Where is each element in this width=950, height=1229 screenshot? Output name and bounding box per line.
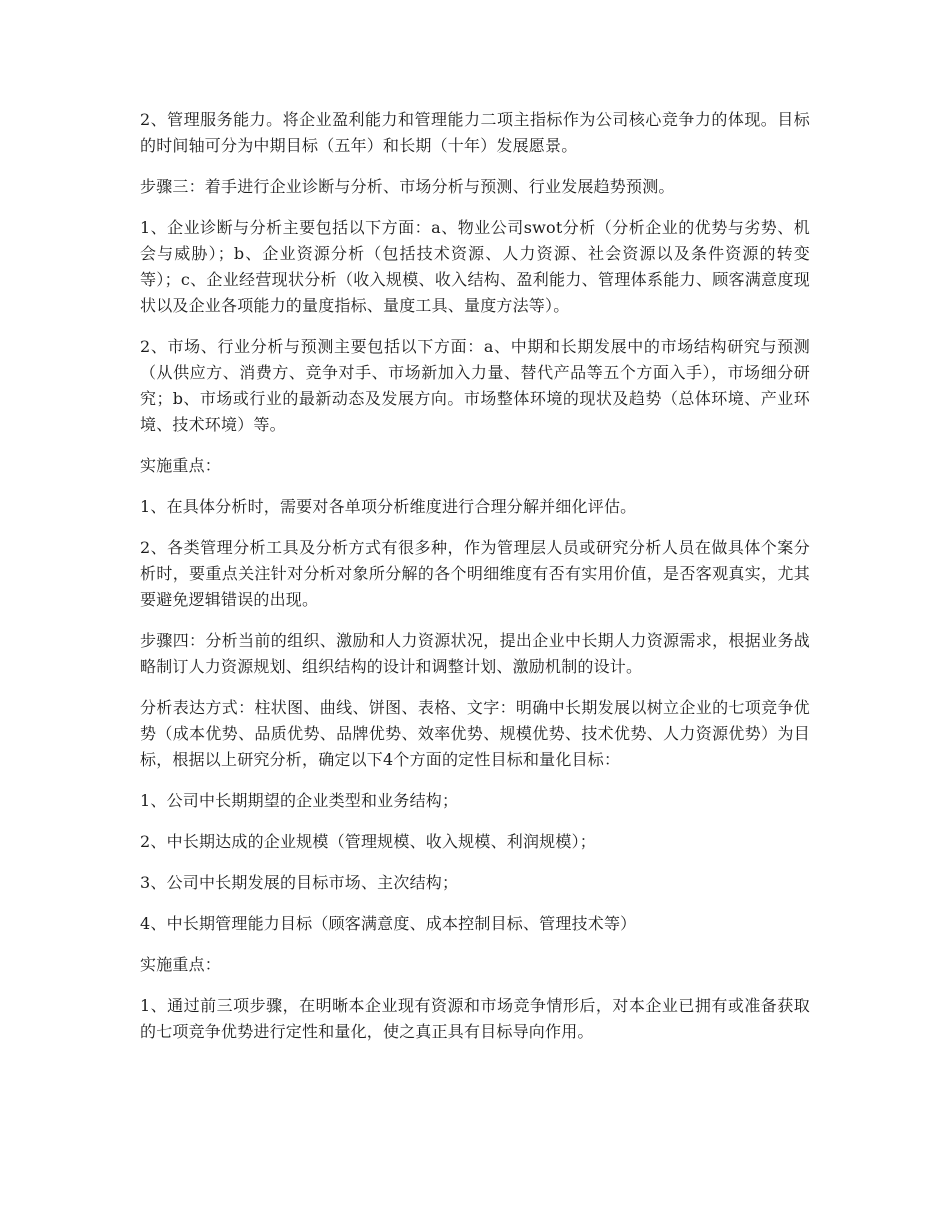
list-item-goal-4: 4、中长期管理能力目标（顾客满意度、成本控制目标、管理技术等） bbox=[140, 914, 637, 933]
paragraph-step-three: 步骤三：着手进行企业诊断与分析、市场分析与预测、行业发展趋势预测。 bbox=[140, 177, 675, 196]
paragraph-focus-1-item-1: 1、在具体分析时，需要对各单项分析维度进行合理分解并细化评估。 bbox=[140, 497, 637, 516]
paragraph-step-four: 步骤四：分析当前的组织、激励和人力资源状况，提出企业中长期人力资源需求，根据业务战略制订人力资源规划、组织结构的设计和调整计划、激励机制的设计。 bbox=[140, 631, 810, 676]
list-item-goal-1: 1、公司中长期期望的企业类型和业务结构； bbox=[140, 791, 459, 810]
paragraph-market-analysis: 2、市场、行业分析与预测主要包括以下方面：a、中期和长期发展中的市场结构研究与预测（从供应方、消费方、竞争对手、市场新加入力量、替代产品等五个方面入手），市场细分研究；b、市场或行业的最新动态及发展方向。市场整体环境的现状及趋势（总体环境、产业环境、技术环境）等。 bbox=[140, 337, 810, 434]
list-item-goal-3: 3、公司中长期发展的目标市场、主次结构； bbox=[140, 873, 459, 892]
list-item-goal-2: 2、中长期达成的企业规模（管理规模、收入规模、利润规模）； bbox=[140, 832, 596, 851]
heading-implementation-focus-2: 实施重点： bbox=[140, 955, 222, 974]
paragraph-focus-2-item-1: 1、通过前三项步骤，在明晰本企业现有资源和市场竞争情形后，对本企业已拥有或准备获取的七项竞争优势进行定性和量化，使之真正具有目标导向作用。 bbox=[140, 996, 810, 1041]
paragraph-management-service: 2、管理服务能力。将企业盈利能力和管理能力二项主指标作为公司核心竞争力的体现。目标的时间轴可分为中期目标（五年）和长期（十年）发展愿景。 bbox=[140, 110, 810, 155]
heading-implementation-focus-1: 实施重点： bbox=[140, 456, 222, 475]
paragraph-analysis-expression: 分析表达方式：柱状图、曲线、饼图、表格、文字：明确中长期发展以树立企业的七项竞争优势（成本优势、品质优势、品牌优势、效率优势、规模优势、技术优势、人力资源优势）为目标，根据以上研究分析，确定以下4个方面的定性目标和量化目标： bbox=[140, 698, 810, 769]
paragraph-enterprise-diagnosis: 1、企业诊断与分析主要包括以下方面：a、物业公司swot分析（分析企业的优势与劣势、机会与威胁）；b、企业资源分析（包括技术资源、人力资源、社会资源以及条件资源的转变等）；c、企业经营现状分析（收入规模、收入结构、盈利能力、管理体系能力、顾客满意度现状以及企业各项能力的量度指标、量度工具、量度方法等）。 bbox=[140, 218, 810, 315]
paragraph-focus-1-item-2: 2、各类管理分析工具及分析方式有很多种，作为管理层人员或研究分析人员在做具体个案分析时，要重点关注针对分析对象所分解的各个明细维度有否有实用价值，是否客观真实，尤其要避免逻辑错误的出现。 bbox=[140, 538, 810, 609]
